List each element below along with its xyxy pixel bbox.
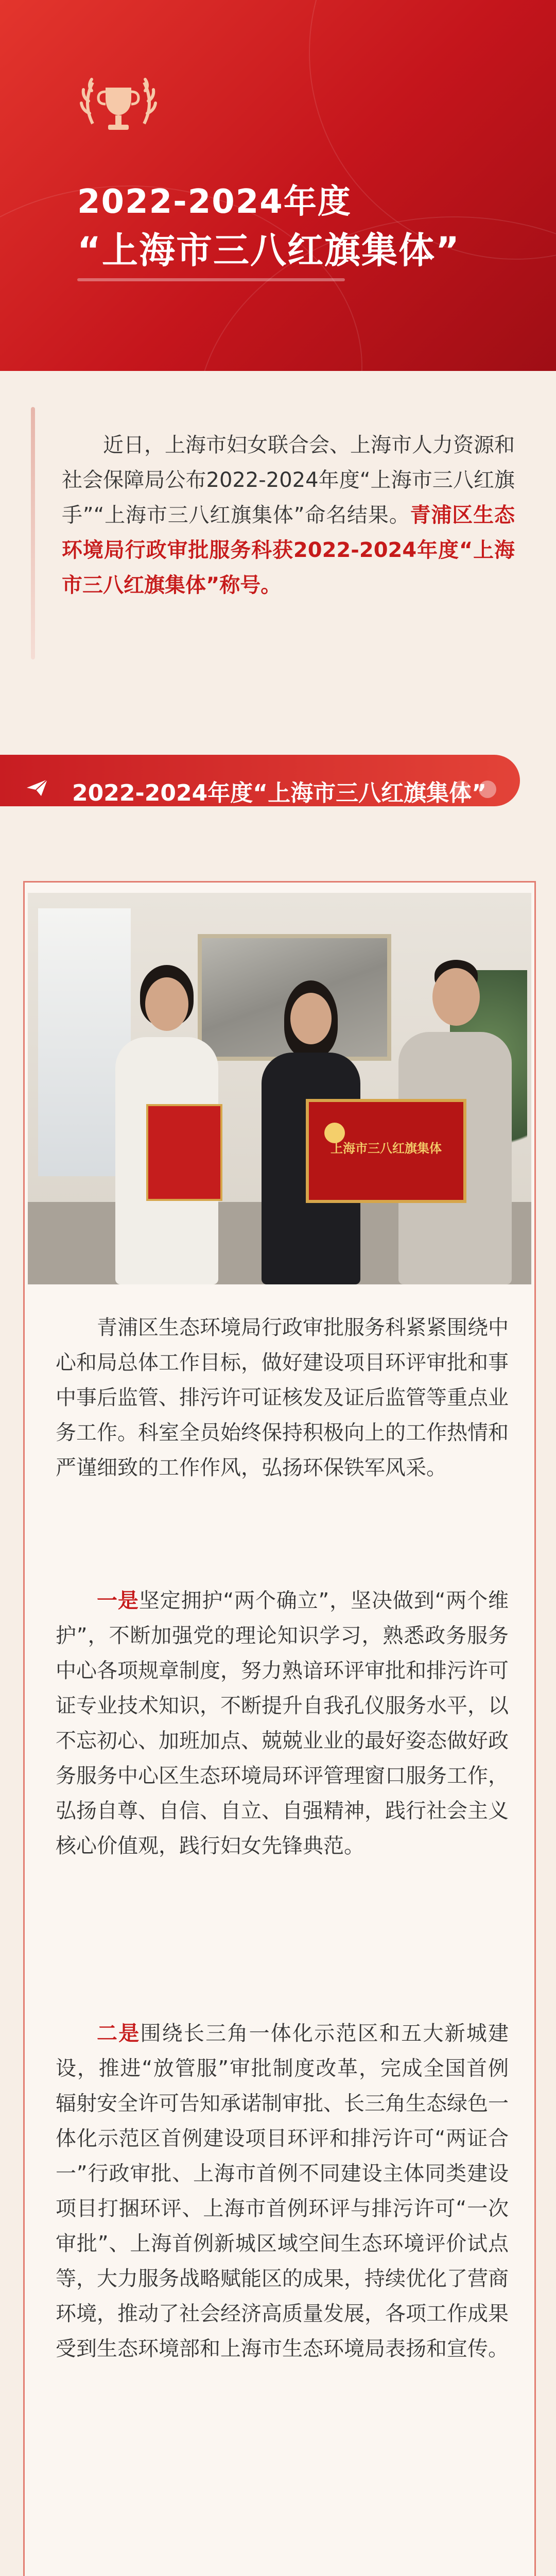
person-head [290, 993, 332, 1044]
person-head [432, 968, 480, 1026]
section-title: 2022-2024年度“上海市三八红旗集体” [72, 780, 487, 806]
article-paragraph-2 [56, 1583, 509, 1863]
decor-dot [479, 781, 496, 798]
article-paragraph-1: 青浦区生态环境局行政审批服务科紧紧围绕中心和局总体工作目标，做好建设项目环评审批和事中事后监管、排污许可证核发及证后监管等重点业务工作。科室全员始终保持积极向上的工作热情和严谨细致的工作作风，弘扬环保铁军风采。 [56, 1316, 509, 1480]
header-banner [0, 0, 556, 371]
point-two-text: 围绕长三角一体化示范区和五大新城建设，推进“放管服”审批制度改革，完成全国首例辐射安全许可告知承诺制审批、长三角生态绿色一体化示范区首例建设项目环评和排污许可“两证合一”行政审批、上海市首例不同建设主体同类建设项目打捆环评、上海市首例环评与排污许可“一次审批”、上海首例新城区域空间生态环境评价试点等，大力服务战略赋能区的成果，持续优化了营商环境，推动了社会经济高质量发展，各项工作成果受到生态环境部和上海市生态环境局表扬和宣传。 [56, 2022, 509, 2361]
intro-text: 近日，上海市妇女联合会、上海市人力资源和社会保障局公布2022-2024年度“上海市三八红旗手”“上海市三八红旗集体”命名结果。 [62, 433, 515, 527]
intro-accent-bar [31, 407, 35, 659]
section-header-bar [0, 755, 520, 806]
banner-title-honor: “上海市三八红旗集体” [77, 229, 461, 272]
person-head [145, 977, 188, 1031]
content-card [23, 881, 536, 2576]
banner-title-year: 2022-2024年度 [77, 183, 352, 221]
point-one-label: 一是 [97, 1589, 139, 1613]
certificate-text: 上海市三八红旗集体 [331, 1141, 442, 1156]
decor-dot [453, 781, 471, 798]
intro-paragraph [62, 428, 515, 603]
intro-section [31, 407, 525, 716]
certificate-folder [146, 1104, 222, 1201]
paper-plane-icon [26, 778, 48, 797]
trophy-icon [77, 72, 160, 155]
point-one-text: 坚定拥护“两个确立”，坚决做到“两个维护”，不断加强党的理论知识学习，熟悉政务服务中心各项规章制度，努力熟谙环评审批和排污许可证专业技术知识，不断提升自我孔仪服务水平，以不忘初心、加班加点、兢兢业业的最好姿态做好政务服务中心区生态环境局环评管理窗口服务工作，弘扬自尊、自信、自立、自强精神，践行社会主义核心价值观，践行妇女先锋典范。 [56, 1589, 509, 1858]
banner-underline [77, 278, 345, 281]
section-header [0, 747, 556, 824]
point-two-label: 二是 [97, 2022, 141, 2045]
article-paragraph-3 [56, 2016, 509, 2366]
certificate-plaque [306, 1099, 466, 1203]
intro-highlight: 青浦区生态环境局行政审批服务科获2022-2024年度“上海市三八红旗集体”称号。 [62, 503, 515, 597]
award-photo [28, 893, 531, 1284]
